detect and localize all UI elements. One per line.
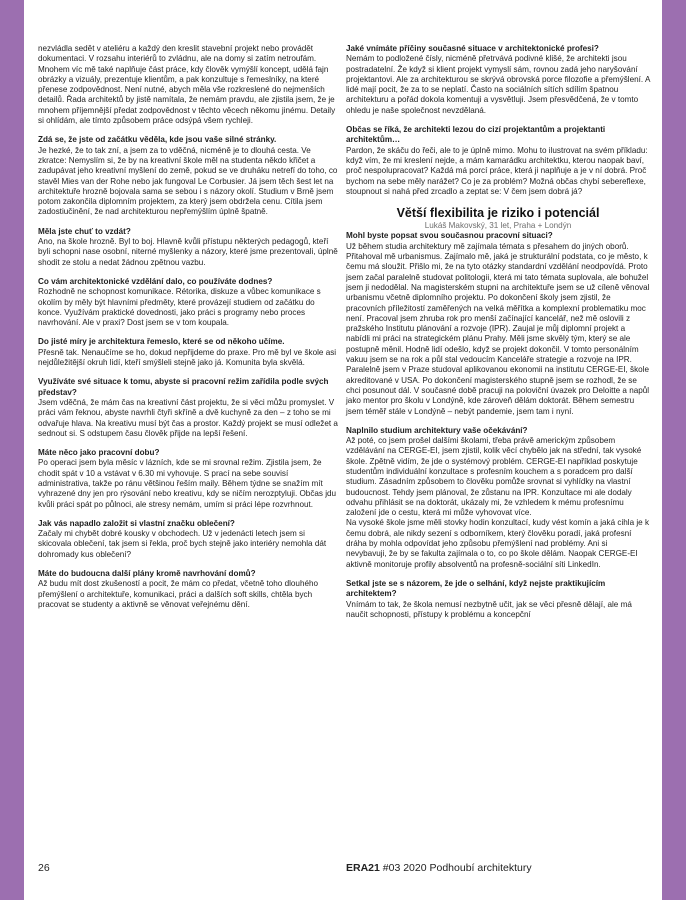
answer: Začaly mi chybět dobré kousky v obchodech. Už v jedenácti letech jsem si skicovala oblečení, tak jsem si řekla, proč bych stejně jako interiéry nemohla dát dohromady kus oblečení?: [38, 529, 327, 559]
qa-item: [38, 519, 338, 560]
qa-item: [38, 377, 338, 439]
right-qa-list: [346, 44, 650, 197]
footer-magazine-info: [346, 862, 532, 874]
question: Máte do budoucna další plány kromě navrhování domů?: [38, 569, 256, 579]
question: Jak vás napadlo založit si vlastní značku oblečení?: [38, 518, 235, 528]
question: Naplnilo studium architektury vaše očekávání?: [346, 425, 528, 435]
answer: Přesně tak. Nenaučíme se ho, dokud nepřijdeme do praxe. Pro mě byl ve škole asi nejdůležitější okruh lidí, kteří smýšleli stejně jako já. Komunita byla skvělá.: [38, 347, 337, 368]
subarticle-title: Větší flexibilita je riziko i potenciál: [396, 206, 600, 221]
answer: Ano, na škole hrozně. Byl to boj. Hlavně kvůli přístupu některých pedagogů, kteří byli schopni nase osobní, niterné myšlenky a názory, které jsme prezentovali, úplně shodit ze stolu a nedat žádnou zpětnou vazbu.: [38, 237, 338, 267]
answer: Rozhodně ne schopnost komunikace. Rétorika, diskuze a vůbec komunikace s okolím by měly být hlavními předměty, které provázejí studiem od začátku do konce. Využívám praktické dovednosti, jako práci s programy nebo proces navrhování. Ale v praxi? Dost jsem se v tom koupala.: [38, 287, 321, 328]
page-number: 26: [38, 862, 50, 874]
question: Občas se říká, že architekti lezou do cizí projektantům a projektanti architektům…: [346, 125, 606, 145]
question: Do jisté míry je architektura řemeslo, které se od někoho učíme.: [38, 337, 285, 347]
answer: Je hezké, že to tak zní, a jsem za to vděčná, nicméně je to dlouhá cesta. Ve zkratce: Nemyslím si, že by na kreativní škole měl na studenta někdo křičet a zadupávat jeho kreativní myšlení do země, pokud se ve druháku netrefí do toho, co stavěl Mies van der Rohe nebo jak fungoval Le Corbusier. Já jsem těch šest let na architektuře hrozně bojovala sama se sebou i s názory okolí. Studium v Brně jsem potom zakončila diplomním projektem, za který jsem obdržela cenu. Cítila jsem zadostiučinění, že nad architekturou nepřemýšlím úplně špatně.: [38, 145, 338, 217]
qa-item: [38, 135, 338, 217]
qa-item: [346, 579, 650, 620]
qa-item: [38, 569, 338, 610]
answer: Nemám to podložené čísly, nicméně přetrvává podivné klišé, že architekti jsou postradatelní. Že když si klient projekt vymyslí sám, rovnou zadá jeho naryšování projektantovi. Ale za architekturou se skrývá obrovská porce filozofie a přemýšlení. A lidé mají pocit, že za to se neplatí. Často na sociálních sítích sdílím špatnou architekturu a pořád dokola komentuji a vysvětluji. Jsem přesvědčená, že v tomto ohledu je naše společnost nevzdělaná.: [346, 54, 650, 115]
question: Mohl byste popsat svou současnou pracovní situaci?: [346, 231, 553, 241]
answer: Vnímám to tak, že škola nemusí nezbytně učit, jak se věci přesně dělají, ale má naučit schopnosti, přístupy k problému a koncepční: [346, 599, 632, 619]
issue-label: #03 2020 Podhoubí architektury: [382, 862, 532, 874]
magazine-page: [24, 0, 662, 900]
question: Co vám architektonické vzdělání dalo, co používáte dodnes?: [38, 276, 273, 286]
right-column: [346, 44, 650, 629]
question: Měla jste chuť to vzdát?: [38, 226, 131, 236]
qa-item: [346, 231, 650, 416]
question: Zdá se, že jste od začátku věděla, kde jsou vaše silné stránky.: [38, 135, 277, 145]
intro-paragraph: nezvládla sedět v ateliéru a každý den kreslit stavební projekt nebo provádět dokumentaci. V rozsahu interiérů to zvládnu, ale na domy si zatím netroufám. Mnohem víc mě také naplňuje část práce, kdy člověk vymýšlí koncept, udělá fajn obrázky a vizuály, prezentuje klientům, a pak konzultuje s řemeslníky, na které přenese zodpovědnost. Není nutné, abych měla vše rozkreslené do nejmenších detailů. Řada architektů by jistě namítala, že nemám pravdu, ale zjistila jsem, že je mnohem příjemnější předat zodpovědnost v těchto věcech někomu jinému. Detaily si ohlídám, ale tímto způsobem práce odsýpá všem rychleji.: [38, 44, 336, 126]
subarticle-byline: Lukáš Makovský, 31 let, Praha + Londýn: [424, 221, 572, 231]
left-qa-list: [38, 135, 338, 610]
answer: Jsem vděčná, že mám čas na kreativní část projektu, že si věci můžu promyslet. V práci vám řeknou, abyste navrhli čtyři skříně a dvě kuchyně za den – z toho se mi odvařuje hlava. Na kreativu musí být čas a prostor. Každý projekt se musí odležet a sednout si. S odstupem času člověk přijde na lepší řešení.: [38, 397, 338, 438]
answer: Už během studia architektury mě zajímala témata s přesahem do jiných oborů. Přitahoval mě urbanismus. Zajímalo mě, jaká je strukturální podstata, co je město, k čemu má sloužit. Přišlo mi, že na tyto otázky standardní vzdělání neodpovídá. Proto jsem začal paralelně studovat politologii, která mi tato témata suplovala, ale bohužel jsem ji nedodělal. Na magisterském stupni na architektuře jsem se už cíleně věnoval urbanismu včetně diplomního projektu. Po dokončení školy jsem zjistil, že pracovních příležitostí zaměřených na velká měřítka a komplexní problematiku moc není. Pracoval jsem zhruba rok pro menší začínající kancelář, než mě oslovili z pražského Institutu plánování a rozvoje (IPR). Zaujal je můj diplomní projekt a nabídli mi práci na strategickém plánu Prahy. Měli jsme skvělý tým, který se ale postupně měnil. Hodně lidí odešlo, když se projekt dokončil. V tomto personálním vakuu jsem se na rok a půl stal vedoucím Kanceláře strategie a rozvoje na IPR. Paralelně jsem v Praze studoval aplikovanou ekonomii na institutu CERGE-EI, škole akreditované v USA. Po dokončení magisterského stupně jsem se rozhodl, že se chci posunout dál. V současné době pracuji na poloviční úvazek pro Deloitte a napůl jako mentor pro školu v Londýně, kde zároveň dělám doktorát. Během semestru jsem téměř stále v Londýně – nebýt pandemie, jsem tam i nyní.: [346, 241, 650, 416]
qa-item: [38, 337, 338, 368]
question: Setkal jste se s názorem, že jde o selhání, když nejste praktikujícím architektem?: [346, 578, 606, 599]
magazine-name: ERA21: [346, 862, 380, 874]
qa-item: [346, 426, 650, 570]
left-column: [38, 44, 338, 619]
question: Máte něco jako pracovní dobu?: [38, 448, 160, 458]
qa-item: [38, 277, 338, 328]
qa-item: [346, 125, 650, 197]
answer: Až budu mít dost zkušeností a pocit, že mám co předat, včetně toho dlouhého přemýšlení o architektuře, komunikaci, práci a dalších soft skills, chtěla bych pracovat se studenty a aktivně se věnovat veřejnému dění.: [38, 579, 319, 609]
subarticle-qa-list: [346, 231, 650, 620]
answer: Až poté, co jsem prošel dalšími školami, třeba právě americkým způsobem vzdělávání na CERGE-EI, jsem zjistil, kolik věcí chybělo jak na střední, tak vysoké škole. Zpětně vidím, že jde o systémový problém. CERGE-EI například poskytuje studentům individuální konzultace s profesním kouchem a s poradcem pro další studium. Zásadním způsobem to člověku pomůže srovnat si vyhlídky na vlastní budoucnost. Tehdy jsem plánoval, že zůstanu na IPR. Konzultace mi ale dodaly odvahu přihlásit se na doktorát, ukázaly mi, že vzhledem k mému profesnímu založení jde o cestu, která mi může vyhovovat více. Na vysoké škole jsme měli stovky hodin konzultací, kudy vést komín a jaká cihla je k čemu dobrá, ale nikdy sezení s odborníkem, který člověku poradí, jaká profesní dráha by mohla odpovídat jeho způsobu přemýšlení nad problémy. Ani si nevybavuji, že by se fakulta zajímala o to, co po škole dělám. Naopak CERGE-EI aktivně monitoruje profily absolventů na profesně-sociální síti LinkedIn.: [346, 436, 650, 569]
question: Jaké vnímáte příčiny současné situace v architektonické profesi?: [346, 44, 599, 53]
qa-item: [38, 448, 338, 510]
answer: Po operaci jsem byla měsíc v lázních, kde se mi srovnal režim. Zjistila jsem, že chodit spát v 10 a vstávat v 6.30 mi vyhovuje. S prací na sebe souvisí administrativa, takže po ránu většinou řeším maily. Během týdne se snažím mít vyhrazené dny jen pro rýsování nebo kreativu, kdy se ničím nerozptyluji. Občas jdu kvůli práci spát po půlnoci, ale stresy nemám, umím si práci lépe rozvrhnout.: [38, 458, 337, 509]
answer: Pardon, že skáču do řeči, ale to je úplně mimo. Mohu to ilustrovat na svém příkladu: když vím, že mi kreslení nejde, a mám kamarádku architektku, kterou naopak baví, proč nespolupracovat? Každá má porcí práce, která ji naplňuje a je v ní dobrá. Proč bychom na sebe měly narážet? Co je za problém? Možná občas chybí sebereflexe, stoupnout si nahá před zrcadlo a zeptat se: V čem jsem dobrá já?: [346, 145, 648, 196]
qa-item: [38, 227, 338, 268]
qa-item: [346, 44, 650, 116]
question: Využíváte své situace k tomu, abyste si pracovní režim zařídila podle svých představ?: [38, 377, 329, 397]
